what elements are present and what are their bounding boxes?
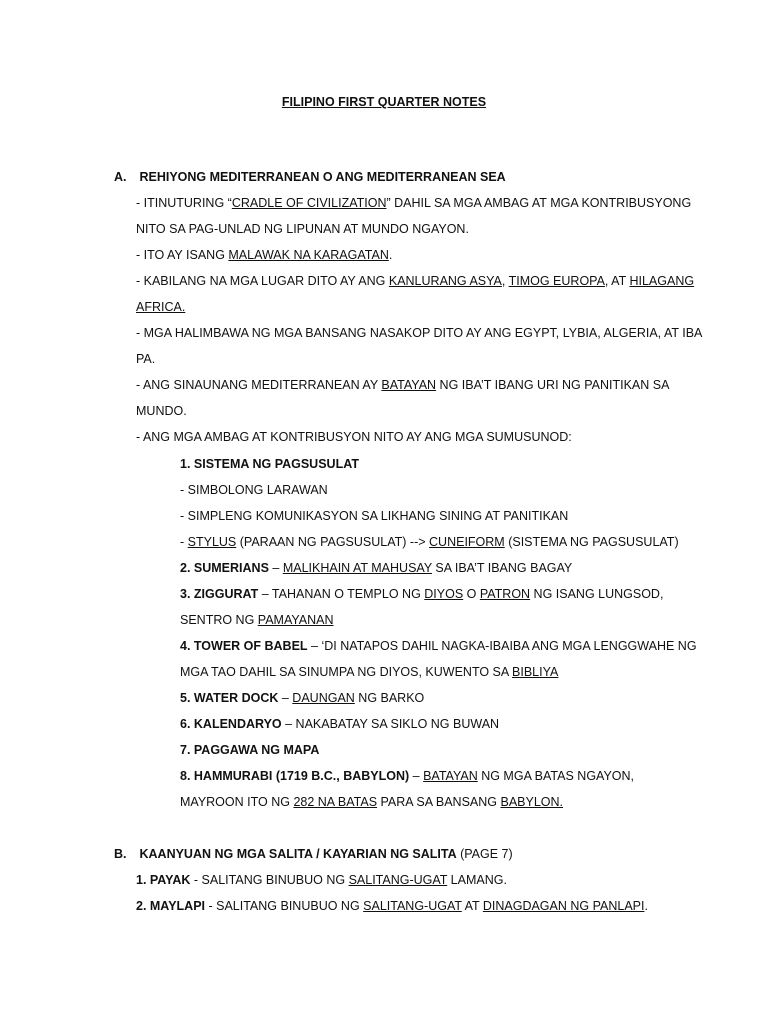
list-subitem: - STYLUS (PARAAN NG PAGSUSULAT) --> CUNEIFORM (SISTEMA NG PAGSUSULAT) [180,535,679,549]
p1-line1: - ITINUTURING “CRADLE OF CIVILIZATION” DAHIL SA MGA AMBAG AT MGA KONTRIBUSYONG [136,196,692,210]
section-a-body [136,190,703,450]
p4-line1: - MGA HALIMBAWA NG MGA BANSANG NASAKOP DITO AY ANG EGYPT, LYBIA, ALGERIA, AT IBA [136,326,703,340]
p1-line2: NITO SA PAG-UNLAD NG LIPUNAN AT MUNDO NGAYON. [136,222,469,236]
list-item: 8. HAMMURABI (1719 B.C., BABYLON) – BATAYAN NG MGA BATAS NGAYON, [180,769,635,783]
p5-line1: - ANG SINAUNANG MEDITERRANEAN AY BATAYAN NG IBA’T IBANG URI NG PANITIKAN SA [136,378,670,392]
section-a-heading [114,164,714,190]
list-subitem: - SIMBOLONG LARAWAN [180,483,328,497]
section-b-title: KAANYUAN NG MGA SALITA / KAYARIAN NG SALITA [139,847,457,861]
p5-line2: MUNDO. [136,404,187,418]
list-item: 6. KALENDARYO – NAKABATAY SA SIKLO NG BUWAN [180,717,500,731]
list-item: 1. PAYAK - SALITANG BINUBUO NG SALITANG-UGAT LAMANG. [136,873,507,887]
section-a-list [180,451,697,815]
list-item: 2. SUMERIANS – MALIKHAIN AT MAHUSAY SA IBA’T IBANG BAGAY [180,561,573,575]
page-title: FILIPINO FIRST QUARTER NOTES [281,95,487,109]
list-item: 2. MAYLAPI - SALITANG BINUBUO NG SALITANG-UGAT AT DINAGDAGAN NG PANLAPI. [136,899,648,913]
section-b-heading [114,841,714,867]
list-item: 5. WATER DOCK – DAUNGAN NG BARKO [180,691,425,705]
list-item: 3. ZIGGURAT – TAHANAN O TEMPLO NG DIYOS O PATRON NG ISANG LUNGSOD, [180,587,664,601]
list-item: 1. SISTEMA NG PAGSUSULAT [180,457,359,471]
list-subitem: - SIMPLENG KOMUNIKASYON SA LIKHANG SINING AT PANITIKAN [180,509,569,523]
section-b-letter: B. [114,847,127,861]
list-item-continuation: MGA TAO DAHIL SA SINUMPA NG DIYOS, KUWENTO SA BIBLIYA [180,665,559,679]
section-b-note: (PAGE 7) [456,847,513,861]
p3-line1: - KABILANG NA MGA LUGAR DITO AY ANG KANLURANG ASYA, TIMOG EUROPA, AT HILAGANG [136,274,695,288]
list-item-continuation: SENTRO NG PAMAYANAN [180,613,334,627]
p6-line: - ANG MGA AMBAG AT KONTRIBUSYON NITO AY ANG MGA SUMUSUNOD: [136,430,572,444]
p2-line: - ITO AY ISANG MALAWAK NA KARAGATAN. [136,248,393,262]
section-a-title: REHIYONG MEDITERRANEAN O ANG MEDITERRANEAN SEA [139,170,506,184]
list-item: 7. PAGGAWA NG MAPA [180,743,320,757]
p4-line2: PA. [136,352,156,366]
section-b-list [136,867,681,919]
list-item-continuation: MAYROON ITO NG 282 NA BATAS PARA SA BANSANG BABYLON. [180,795,564,809]
p3-line2: AFRICA. [136,300,186,314]
section-a-letter: A. [114,170,127,184]
list-item: 4. TOWER OF BABEL – ‘DI NATAPOS DAHIL NAGKA-IBAIBA ANG MGA LENGGWAHE NG [180,639,697,653]
